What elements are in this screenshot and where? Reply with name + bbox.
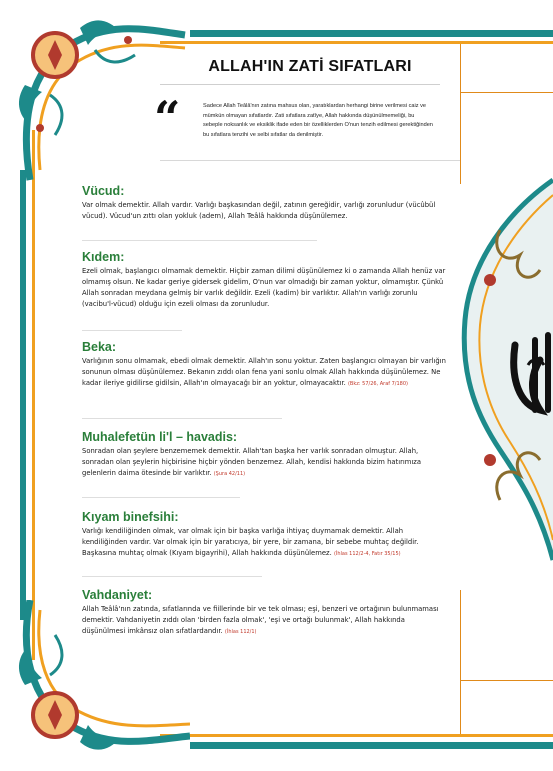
divider [82,418,282,419]
reference: (Bkz: 57/26, Araf 7/180) [347,381,408,387]
section-vucud [82,184,447,222]
divider [82,240,317,241]
section-beka [82,340,447,390]
section-heading: Kıdem: [82,250,125,264]
section-heading: Muhalefetün li'l – havadis: [82,430,238,444]
section-body: Varlığı kendiliğinden olmak, var olmak için bir başka varlığa ihtiyaç duymamak demektir. Allah kendiliğinden vardır. Var olmak için bir yaratıcıya, bir yere, bir zamana, bir sebebe muhtaç değildir. Başkasına muhtaç olmak (Kıyam bigayrihi), Allah hakkında düşünülemez. (İhlas 112/2-4, Fatır 35/15) [82,527,419,557]
page-title: ALLAH'IN ZATİ SIFATLARI [208,58,412,75]
divider [82,330,182,331]
section-muhalefet [82,430,447,480]
intro-paragraph: Sadece Allah Teâlâ'nın zatına mahsus olan, yaratıklardan herhangi birine verilmesi caiz ve mümkün olmayan sıfatlardır. Zati sıfatlara zatîye, Allah hakkında düşünülmemeliği, bu sebeple noksanlık ve eksiklik ifade eden bir özelliklerden O'nun tenzih edilmesi gerektiğinden bu sıfatlara tenzihi ve selbi sıfatlar da denilmiştir. [203,103,433,138]
frame-divider-horizontal-lower [460,680,553,681]
section-heading: Kıyam binefsihi: [82,510,179,524]
section-kiyam [82,510,447,560]
frame-divider-vertical [460,44,461,184]
frame-accent-left [32,130,35,660]
reference: (İhlas 112/1) [224,629,257,635]
title-underline [160,84,440,85]
quote-mark-icon: “ [154,91,181,145]
frame-border-bottom [190,742,553,749]
section-heading: Vücud: [82,184,125,198]
frame-divider-vertical-lower [460,590,461,734]
calligraphy-medallion-icon [440,170,553,570]
section-body: Varlığının sonu olmamak, ebedi olmak demektir. Allah'ın sonu yoktur. Zaten başlangıcı olmayan bir varlığın sonunun olması düşünülemez. Bekanın zıddı olan fena yani sonlu olmak Allah hakkında düşünülemez. Ne kadar ileriye gidilirse gidilsin, Allah'ın olmayacağı bir an yoktur, olmayacaktır. (Bkz: 57/26, Araf 7/180) [82,357,446,387]
section-body: Ezeli olmak, başlangıcı olmamak demektir. Hiçbir zaman dilimi düşünülemez ki o zamanda Allah henüz var olmamış olsun. Ne kadar geriye gidersek gidelim, O'nun var olmadığı bir zaman yoktur, olmamıştır. Çünkü Allah sonradan meydana gelmiş bir varlık değildir. Ezeli (kadim) bir varlıktır. Allah'ın varlığı zorunlu (vacibu'l-vücud) olduğu için ezeli olması da zorunludur. [82,267,446,308]
reference: (Şura 42/11) [213,471,246,477]
section-kidem [82,250,447,310]
frame-accent-bottom [160,734,553,737]
frame-border-top [190,30,553,37]
section-body: Var olmak demektir. Allah vardır. Varlığı başkasından değil, zatının gereğidir, varlığı zorunludur (vücûbül vücud). Vücud'un zıttı olan yokluk (adem), Allah Teâlâ hakkında düşünülemez. [82,201,436,220]
divider [82,576,262,577]
section-heading: Vahdaniyet: [82,588,153,602]
section-vahdaniyet [82,588,447,638]
divider [82,497,240,498]
section-body: Sonradan olan şeylere benzememek demektir. Allah'tan başka her varlık sonradan olmuştur. Allah, sonradan olan şeylerin hiçbirisine hiçbir yönden benzemez. Allah, kendisi hakkında bizim hatırımıza gelenlerin daima ötesinde bir varlıktır. (Şura 42/11) [82,447,422,477]
frame-divider-horizontal [460,92,553,93]
divider [160,160,460,161]
section-body: Allah Teâlâ'nın zatında, sıfatlarında ve fiillerinde bir ve tek olması; eşi, benzeri ve ortağının bulunmaması demektir. Vahdaniyetin zıddı olan 'birden fazla olmak', 'eşi ve ortağı bulunmak', Allah hakkında düşünülmesi imkânsız olan sıfatlardandır. (İhlas 112/1) [82,605,439,635]
frame-accent-top [160,41,553,44]
section-heading: Beka: [82,340,117,354]
reference: (İhlas 112/2-4, Fatır 35/15) [333,551,401,557]
frame-border-left [20,170,26,620]
